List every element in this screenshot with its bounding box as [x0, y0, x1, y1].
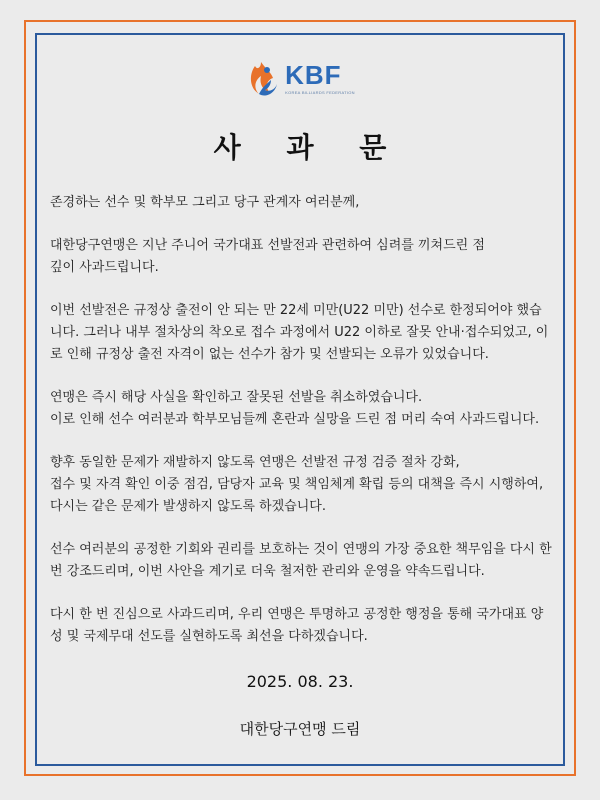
- text-line: 선수 여러분의 공정한 기회와 권리를 보호하는 것이 연맹의 가장 중요한 책무임을 다시 한: [50, 542, 552, 557]
- logo-wordmark: KBF: [285, 59, 342, 90]
- text-line: 향후 동일한 문제가 재발하지 않도록 연맹은 선발전 규정 검증 절차 강화,: [50, 455, 460, 470]
- letter-date: 2025. 08. 23.: [246, 672, 354, 691]
- paragraph-greeting: [50, 192, 555, 214]
- page-title: 사 과 문: [213, 131, 405, 164]
- letter-body: [50, 192, 555, 669]
- text-line: 성 및 국제무대 선도를 실현하도록 최선을 다하겠습니다.: [50, 629, 368, 644]
- kbf-logo: [0, 58, 600, 98]
- letter-signature: 대한당구연맹 드림: [239, 720, 361, 738]
- paragraph-prevention: [50, 452, 555, 518]
- text-line: 이로 인해 선수 여러분과 학부모님들께 혼란과 실망을 드린 점 머리 숙여 사과드립니다.: [50, 412, 540, 427]
- text-line: 연맹은 즉시 해당 사실을 확인하고 잘못된 선발을 취소하였습니다.: [50, 390, 423, 405]
- paragraph-explanation: [50, 300, 555, 366]
- text-line: 대한당구연맹은 지난 주니어 국가대표 선발전과 관련하여 심려를 끼쳐드린 점: [50, 238, 485, 253]
- text-line: 존경하는 선수 및 학부모 그리고 당구 관계자 여러분께,: [50, 195, 360, 210]
- text-line: 번 강조드리며, 이번 사안을 계기로 더욱 철저한 관리와 운영을 약속드립니다.: [50, 564, 485, 579]
- paragraph-action: [50, 387, 555, 431]
- logo-subtitle: KOREA BILLIARDS FEDERATION: [285, 89, 355, 95]
- text-line: 로 인해 규정상 출전 자격이 없는 선수가 참가 및 선발되는 오류가 있었습니다.: [50, 347, 489, 362]
- paragraph-closing: [50, 604, 555, 648]
- text-line: 다시 한 번 진심으로 사과드리며, 우리 연맹은 투명하고 공정한 행정을 통해 국가대표 양: [50, 607, 544, 622]
- text-line: 다시는 같은 문제가 발생하지 않도록 하겠습니다.: [50, 499, 326, 514]
- text-line: 깊이 사과드립니다.: [50, 260, 159, 275]
- text-line: 니다. 그러나 내부 절차상의 착오로 접수 과정에서 U22 이하로 잘못 안내·접수되었고, 이: [50, 325, 549, 340]
- paragraph-apology: [50, 235, 555, 279]
- text-line: 이번 선발전은 규정상 출전이 안 되는 만 22세 미만(U22 미만) 선수로 한정되어야 했습: [50, 303, 542, 318]
- flame-person-icon: [245, 58, 281, 98]
- text-line: 접수 및 자격 확인 이중 점검, 담당자 교육 및 책임체계 확립 등의 대책을 즉시 시행하여,: [50, 477, 544, 492]
- paragraph-commitment: [50, 539, 555, 583]
